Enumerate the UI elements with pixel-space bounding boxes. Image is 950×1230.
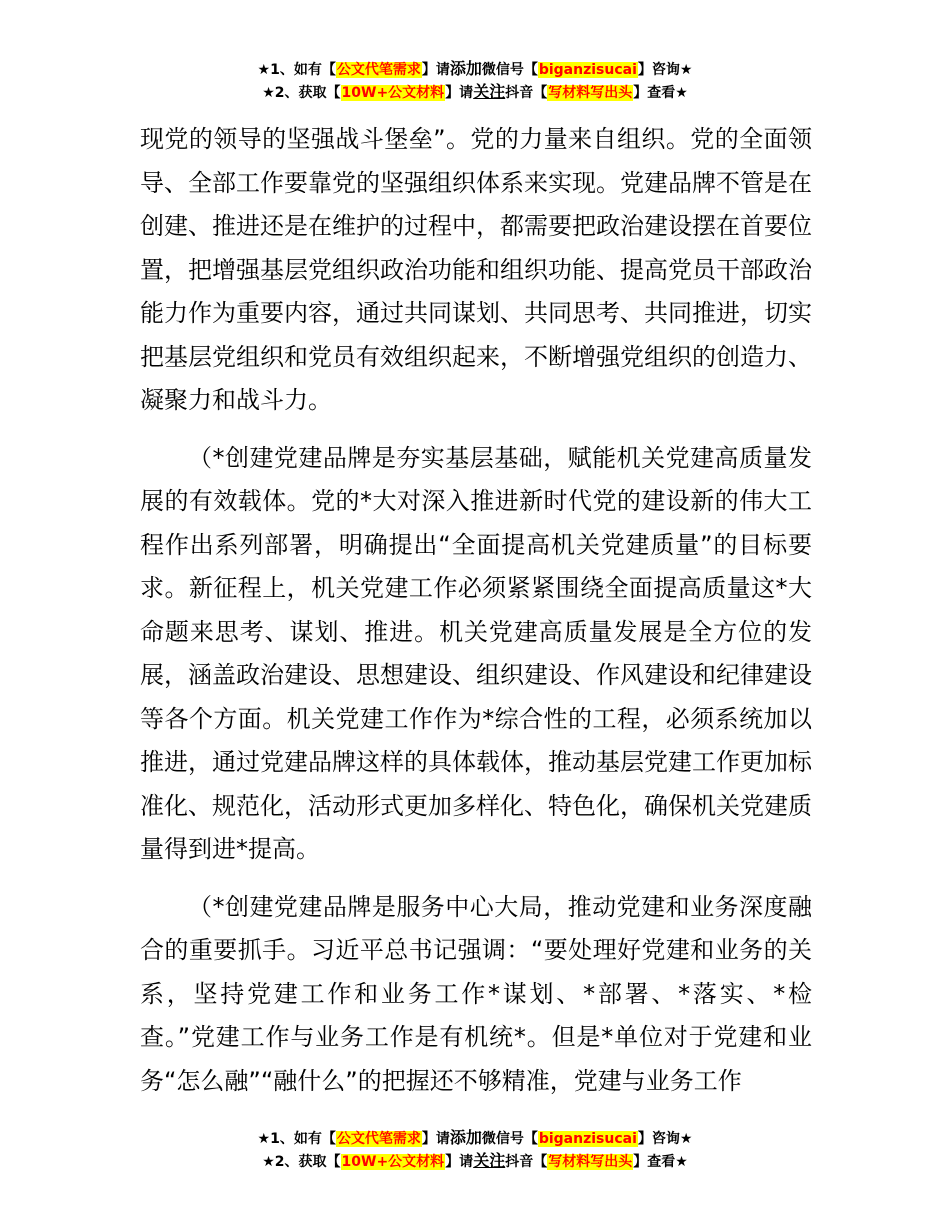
- star-icon: ★: [262, 1154, 275, 1170]
- highlight-materials: 10W+公文材料: [341, 1154, 445, 1170]
- star-icon: ★: [257, 1131, 271, 1147]
- highlight-service: 公文代笔需求: [336, 1131, 421, 1147]
- banner-line-2: ★2、获取【10W+公文材料】请关注抖音【写材料写出头】查看★: [262, 1151, 688, 1170]
- header-banner: [0, 58, 950, 104]
- banner-line-1: ★1、如有【公文代笔需求】请添加微信号【biganzisucai】咨询★: [257, 59, 693, 78]
- star-icon: ★: [257, 62, 271, 78]
- banner-line-1: ★1、如有【公文代笔需求】请添加微信号【biganzisucai】咨询★: [257, 1128, 693, 1147]
- highlight-douyin-account: 写材料写出头: [548, 85, 633, 101]
- highlight-douyin-account: 写材料写出头: [548, 1154, 633, 1170]
- highlight-materials: 10W+公文材料: [341, 85, 445, 101]
- paragraph-3: （*创建党建品牌是服务中心大局，推动党建和业务深度融合的重要抓手。习近平总书记强调：“要处理好党建和业务的关系，坚持党建工作和业务工作*谋划、*部署、*落实、*检查。”党建工作与业务工作是有机统*。但是*单位对于党建和业务“怎么融”“融什么”的把握还不够精准，党建与业务工作: [140, 892, 812, 1095]
- footer-banner: [0, 1127, 950, 1173]
- highlight-service: 公文代笔需求: [336, 62, 421, 78]
- highlight-wechat-id: biganzisucai: [538, 62, 637, 78]
- star-icon: ★: [262, 85, 275, 101]
- document-body: [140, 118, 812, 1103]
- paragraph-1: 现党的领导的坚强战斗堡垒”。党的力量来自组织。党的全面领导、全部工作要靠党的坚强组织体系来实现。党建品牌不管是在创建、推进还是在维护的过程中，都需要把政治建设摆在首要位置，把增强基层党组织政治功能和组织功能、提高党员干部政治能力作为重要内容，通过共同谋划、共同思考、共同推进，切实把基层党组织和党员有效组织起来，不断增强党组织的创造力、凝聚力和战斗力。: [140, 125, 812, 414]
- paragraph-2: （*创建党建品牌是夯实基层基础，赋能机关党建高质量发展的有效载体。党的*大对深入推进新时代党的建设新的伟大工程作出系列部署，明确提出“全面提高机关党建质量”的目标要求。新征程上，机关党建工作必须紧紧围绕全面提高质量这*大命题来思考、谋划、推进。机关党建高质量发展是全方位的发展，涵盖政治建设、思想建设、组织建设、作风建设和纪律建设等各个方面。机关党建工作作为*综合性的工程，必须系统加以推进，通过党建品牌这样的具体载体，推动基层党建工作更加标准化、规范化，活动形式更加多样化、特色化，确保机关党建质量得到进*提高。: [140, 443, 812, 863]
- highlight-wechat-id: biganzisucai: [538, 1131, 637, 1147]
- banner-line-2: ★2、获取【10W+公文材料】请关注抖音【写材料写出头】查看★: [262, 82, 688, 101]
